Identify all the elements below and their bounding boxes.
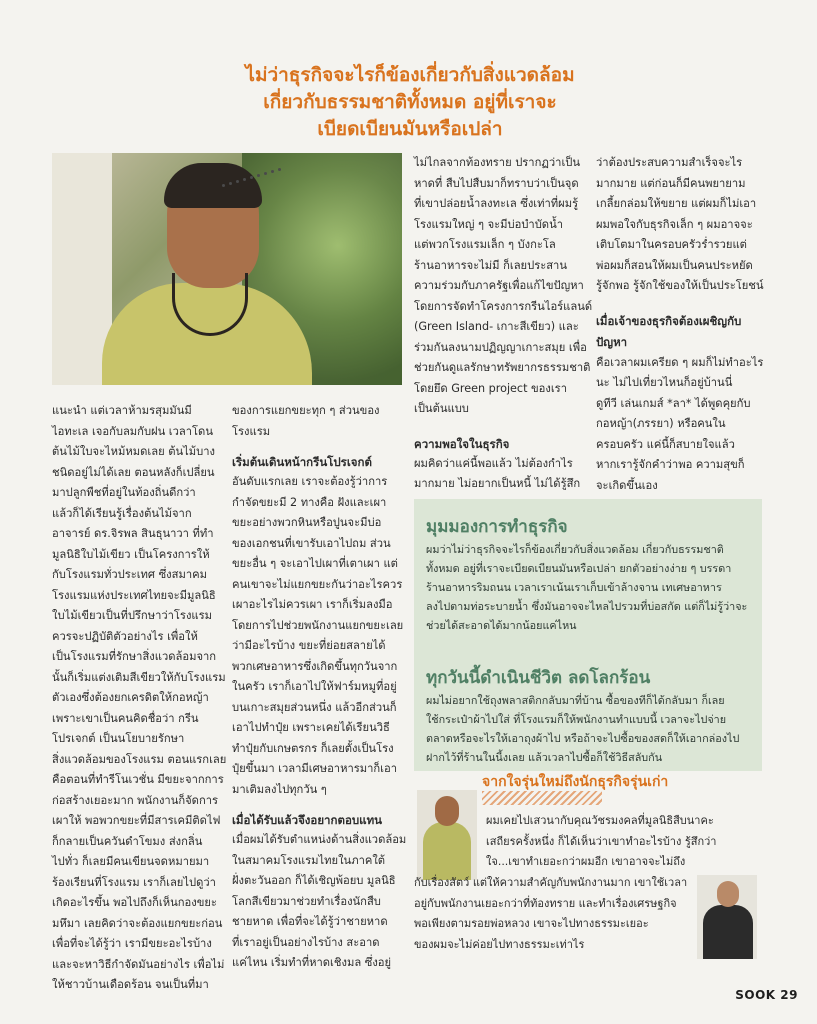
body-line: ควรจะปฏิบัติตัวอย่างไร เพื่อให้ bbox=[52, 629, 198, 643]
body-line: (Green Island- เกาะสีเขียว) และ bbox=[414, 320, 579, 333]
body-line: โรงแรม bbox=[232, 424, 271, 438]
box-line: ฝากไว้ที่ร้านในนี้งเลย แล้วเวลาไปซื้อก็ใช้วิธีสลับกัน bbox=[426, 751, 663, 764]
section-heading: เริ่มต้นเดินหน้ากรีนโปรเจกต์ bbox=[232, 455, 372, 469]
body-line: เผาให้ พอพวกขยะที่มีสารเคมีติดไฟ bbox=[52, 814, 221, 827]
body-line: ก่อสร้างเยอะมาก พนักงานก็จัดการ bbox=[52, 793, 219, 807]
body-line: ความร่วมกับภาครัฐเพื่อแก้ไขปัญหา bbox=[414, 279, 584, 292]
body-line: ของผมจะไม่ค่อยไปทางธรรมะเท่าไร bbox=[414, 937, 585, 951]
body-line: พอเพียงตามรอยพ่อหลวง เขาจะไปทางธรรมะเยอะ bbox=[414, 917, 649, 930]
box-line: ร้านอาหารริมถนน เวลาเราเน้นเราเก็บเข้าล้างจาน เทเศษอาหาร bbox=[426, 581, 722, 594]
mentor-photo bbox=[697, 875, 757, 959]
body-line: เสถียรครั้งหนึ่ง ก็ได้เห็นว่าเขาทำอะไรบ้าง รู้สึกว่า bbox=[486, 834, 717, 848]
body-line: ต้นไม้ใบจะไหม้หมดเลย ต้นไม้บาง bbox=[52, 445, 215, 458]
body-line: นั้นก็เริ่มแต่งเติมสีเขียวให้กับโรงแรม bbox=[52, 670, 226, 684]
box-line: ใช้กระเป๋าผ้าไปใส่ ที่โรงแรมก็ให้พนักงานทำแบบนี้ เวลาจะไปจ่าย bbox=[426, 713, 727, 726]
body-line: รู้จักพอ รู้จักใช้ของให้เป็นประโยชน์ bbox=[596, 279, 764, 292]
body-line: เมื่อผมได้รับตำแหน่งด้านสิ่งแวดล้อม bbox=[232, 833, 407, 846]
dotted-leader bbox=[222, 168, 282, 188]
body-line: แต่พวกโรงแรมเล็ก ๆ บังกะโล bbox=[414, 238, 556, 251]
body-line: ในครัว เราก็เอาไปให้ฟาร์มหมูที่อยู่ bbox=[232, 680, 397, 693]
column-1 bbox=[52, 401, 232, 996]
bottom-section-title: จากใจรุ่นใหม่ถึงนักธุรกิจรุ่นเก่า bbox=[482, 774, 669, 790]
body-line: มาเติมลงไปทุกวัน ๆ bbox=[232, 782, 327, 796]
body-line: หาดที่ สืบไปสืบมาก็ทราบว่าเป็นจุด bbox=[414, 176, 579, 190]
body-line: มูลนิธิใบไม้เขียว เป็นโครงการให้ bbox=[52, 547, 210, 561]
body-line: ดูทีวี เล่นเกมส์ *ลา* ได้พูดคุยกับ bbox=[596, 396, 751, 410]
box-line: ผมว่าไม่ว่าธุรกิจจะไรก็ข้องเกี่ยวกับสิ่งแวดล้อม เกี่ยวกับธรรมชาติ bbox=[426, 543, 724, 556]
body-line: เกลี้ยกล่อมให้ขยาย แต่ผมก็ไม่เอา bbox=[596, 197, 757, 210]
body-line: โดยการไปช่วยพนักงานแยกขยะเลย bbox=[232, 618, 404, 632]
decorative-stripe bbox=[482, 791, 602, 805]
pull-quote-line: เบียดเบียนมันหรือเปล่า bbox=[317, 118, 503, 140]
body-line: ของเอกชนที่เขารับเอาไปถม ส่วน bbox=[232, 536, 391, 550]
interviewee-photo bbox=[417, 790, 477, 880]
body-line: เกิดอะไรขึ้น พอไปถึงก็เห็นกองขยะ bbox=[52, 896, 217, 909]
box-line: ช่วยได้สะอาดได้มากน้อยแค่ไหน bbox=[426, 619, 577, 632]
column-2 bbox=[232, 401, 407, 974]
body-line: และจะหาวิธีกำจัดมันอย่างไร เพื่อไม่ bbox=[52, 957, 225, 971]
body-line: ชายหาด เพื่อที่จะได้รู้ว่าชายหาด bbox=[232, 915, 388, 928]
box-line: ทั้งหมด อยู่ที่เราจะเบียดเบียนมันหรือเปล่า ยกตัวอย่างง่าย ๆ บรรดา bbox=[426, 562, 732, 575]
body-line: ว่าต้องประสบความสำเร็จจะไร bbox=[596, 156, 743, 169]
body-line: ใบไม้เขียวเป็นที่ปรึกษาว่าโรงแรม bbox=[52, 609, 213, 622]
body-line: ฝั่งตะวันออก ก็ได้เชิญพ้อยบ มูลนิธิ bbox=[232, 874, 396, 887]
body-line: อยู่กับพนักงานเยอะกว่าที่ท้องทราย และทำเรื่องเศรษฐกิจ bbox=[414, 896, 677, 910]
body-line: กับเรื่องสัตว์ แต่ให้ความสำคัญกับพนักงานมาก เขาใช้เวลา bbox=[414, 876, 688, 889]
body-line: ช่วยกันดูแลรักษาทรัพยากรธรรมชาติ bbox=[414, 361, 591, 374]
body-line: กำจัดขยะมี 2 ทางคือ ฝังและเผา bbox=[232, 495, 387, 509]
body-line: คือตอนที่ทำรีโนเวชั่น มีขยะจากการ bbox=[52, 773, 224, 786]
body-line: คนเขาจะไม่แยกขยะกันว่าอะไรควร bbox=[232, 577, 403, 591]
body-line: ไม่ไกลจากท้องทราย ปรากฏว่าเป็น bbox=[414, 156, 581, 169]
body-line: พวกเศษอาหารซึ่งเกิดขึ้นทุกวันจาก bbox=[232, 659, 398, 673]
body-line: เป็นต้นแบบ bbox=[414, 402, 469, 415]
body-line: อันดับแรกเลย เราจะต้องรู้ว่าการ bbox=[232, 475, 388, 488]
body-line: ตัวเองซึ่งต้องยกเครดิตให้กอหญ้า bbox=[52, 691, 209, 704]
column-3 bbox=[414, 153, 593, 495]
body-line: ร้านอาหารจะไม่มี ก็เลยประสาน bbox=[414, 258, 567, 272]
body-line: มากมาย แต่ก่อนก็มีคนพยายาม bbox=[596, 176, 746, 190]
box-line: ผมไม่อยากใช้ถุงพลาสติกกลับมาที่บ้าน ซื้อของทีก็ได้กลับมา ก็เลย bbox=[426, 694, 725, 707]
body-line: โปรเจกต์ เป็นนโยบายรักษา bbox=[52, 732, 185, 745]
box-title: ทุกวันนี้ดำเนินชีวิต ลดโลกร้อน bbox=[426, 668, 651, 688]
body-line: กอหญ้า(ภรรยา) หรือคนใน bbox=[596, 417, 726, 430]
body-line: โดยการจัดทำโครงการกรีนไอร์แลนด์ bbox=[414, 299, 593, 313]
body-line: ทำปุ๋ยกับเกษตรกร ก็เลยตั้งเป็นโรง bbox=[232, 741, 394, 755]
body-line: ผมเคยไปเสวนากับคุณวัชรมงคลที่มูลนิธิสืบนาคะ bbox=[486, 814, 714, 827]
body-line: แค่ไหน เริ่มทำที่หาดเชิงมล ซึ่งอยู่ bbox=[232, 956, 392, 969]
body-line: ที่เขาปล่อยน้ำลงทะเล ซึ่งเท่าที่ผมรู้ bbox=[414, 197, 579, 210]
body-line: ว่ามีอะไรบ้าง ขยะที่ย่อยสลายได้ bbox=[232, 639, 386, 652]
body-line: ร่วมกันลงนามปฏิญญาเกาะสมุย เพื่อ bbox=[414, 340, 587, 354]
body-line: มากมาย ไม่อยากเป็นหนี้ ไม่ได้รู้สึก bbox=[414, 477, 581, 490]
body-line: เพื่อที่จะได้รู้ว่า เรามีขยะอะไรบ้าง bbox=[52, 937, 212, 950]
body-line: เผาอะไรไม่ควรเผา เราก็เริ่มลงมือ bbox=[232, 598, 393, 611]
body-line: ชนิดอยู่ไม่ได้เลย ตอนหลังก็เปลี่ยน bbox=[52, 465, 215, 479]
body-line: ก็กลายเป็นควันดำโขมง ส่งกลิ่น bbox=[52, 834, 203, 848]
body-line: มาปลูกพืชที่อยู่ในท้องถิ่นดีกว่า bbox=[52, 486, 196, 499]
body-line: ร้องเรียนที่โรงแรม เราก็เลยไปดูว่า bbox=[52, 875, 216, 889]
body-line: โรงแรมแห่งประเทศไทยจะมีมูลนิธิ bbox=[52, 588, 216, 602]
body-line: ปุ๋ยขึ้นมา เวลามีเศษอาหารมาก็เอา bbox=[232, 762, 398, 775]
body-line: สิ่งแวดล้อมของโรงแรม ตอนแรกเลย bbox=[52, 752, 227, 766]
body-line: ไปทั่ว ก็เลยมีคนเขียนจดหมายมา bbox=[52, 855, 210, 868]
box-line: ลงไปตามท่อระบายน้ำ ซึ่งมันอาจจะไหลไปรวมที่บ่อสกัด แต่ก็ไม่รู้ว่าจะ bbox=[426, 600, 748, 613]
body-line: เติบโตมาในครอบครัวร่ำรวยแต่ bbox=[596, 238, 747, 251]
page-folio: SOOK 29 bbox=[735, 988, 798, 1002]
body-line: เอาไปทำปุ๋ย เพราะเคยได้เรียนวิธี bbox=[232, 721, 390, 734]
bottom-text-right bbox=[486, 811, 716, 873]
body-line: ในสมาคมโรงแรมไทยในภาคใต้ bbox=[232, 853, 386, 867]
sidebar-box bbox=[414, 499, 762, 771]
pull-quote-line: ไม่ว่าธุรกิจจะไรก็ข้องเกี่ยวกับสิ่งแวดล้อม bbox=[245, 64, 575, 86]
body-line: ให้ชาวบ้านเดือดร้อน จนเป็นที่มา bbox=[52, 978, 209, 991]
pull-quote bbox=[150, 62, 670, 143]
body-line: ผมพอใจกับธุรกิจเล็ก ๆ ผมอาจจะ bbox=[596, 217, 753, 231]
body-line: ที่เราอยู่เป็นอย่างไรบ้าง สะอาด bbox=[232, 935, 380, 949]
box-line: ตลาดหรือจะไรให้เอาถุงผ้าไป หรือถ้าจะไปซื้อของสดก็ให้เอากล่องไป bbox=[426, 732, 740, 745]
body-line: ขยะอื่น ๆ จะเอาไปเผาที่เตาเผา แต่ bbox=[232, 557, 398, 570]
body-line: ขยะอย่างพวกหินหรือปูนจะมีบ่อ bbox=[232, 516, 382, 529]
body-line: เพราะเขาเป็นคนคิดชื่อว่า กรีน bbox=[52, 711, 199, 725]
body-line: ของการแยกขยะทุก ๆ ส่วนของ bbox=[232, 404, 380, 417]
body-line: เป็นโรงแรมที่รักษาสิ่งแวดล้อมจาก bbox=[52, 650, 217, 663]
body-line: อาจารย์ ดร.จิรพล สินธุนาวา ที่ทำ bbox=[52, 527, 214, 540]
body-line: จะเกิดขึ้นเอง bbox=[596, 478, 658, 492]
body-line: หากเรารู้จักคำว่าพอ ความสุขก็ bbox=[596, 458, 745, 471]
column-4 bbox=[596, 153, 766, 496]
body-line: แนะนำ แต่เวลาห้ามรสุมมันมี bbox=[52, 404, 192, 417]
pull-quote-line: เกี่ยวกับธรรมชาติทั้งหมด อยู่ที่เราจะ bbox=[263, 91, 557, 113]
body-line: บนเกาะสมุยส่วนหนึ่ง แล้วอีกส่วนก็ bbox=[232, 700, 397, 714]
body-line: คือเวลาผมเครียด ๆ ผมก็ไม่ทำอะไร bbox=[596, 355, 764, 369]
section-heading: ความพอใจในธุรกิจ bbox=[414, 436, 510, 451]
body-line: ผมคิดว่าแค่นี้พอแล้ว ไม่ต้องกำไร bbox=[414, 456, 573, 470]
body-line: ใจ...เขาทำเยอะกว่าผมอีก เขาอาจจะไม่ถึง bbox=[486, 855, 686, 868]
body-line: นะ ไม่ไปเที่ยวไหนก็อยู่บ้านนี่ bbox=[596, 376, 733, 389]
section-heading: เมื่อได้รับแล้วจึงอยากตอบแทน bbox=[232, 813, 383, 827]
body-line: โลกสีเขียวมาช่วยทำเรื่องนักสืบ bbox=[232, 894, 381, 908]
body-line: โดยยึด Green project ของเรา bbox=[414, 381, 567, 395]
body-line: โรงแรมใหญ่ ๆ จะมีบ่อบำบัดน้ำ bbox=[414, 217, 564, 231]
body-line: กับโรงแรมทั่วประเทศ ซึ่งสมาคม bbox=[52, 568, 207, 581]
bottom-text-full bbox=[414, 873, 687, 955]
body-line: มหึมา เลยคิดว่าจะต้องแยกขยะก่อน bbox=[52, 916, 223, 930]
body-line: พ่อผมก็สอนให้ผมเป็นคนประหยัด bbox=[596, 258, 753, 272]
section-heading: เมื่อเจ้าของธุรกิจต้องเผชิญกับ bbox=[596, 313, 742, 328]
body-line: ครอบครัว แค่นี้ก็สบายใจแล้ว bbox=[596, 437, 735, 451]
box-title: มุมมองการทำธุรกิจ bbox=[426, 517, 568, 537]
body-line: แล้วก็ได้เรียนรู้เรื่องต้นไม้จาก bbox=[52, 506, 192, 520]
section-heading: ปัญหา bbox=[596, 334, 628, 349]
body-line: ไอทะเล เจอกับลมกับฝน เวลาโดน bbox=[52, 424, 213, 438]
